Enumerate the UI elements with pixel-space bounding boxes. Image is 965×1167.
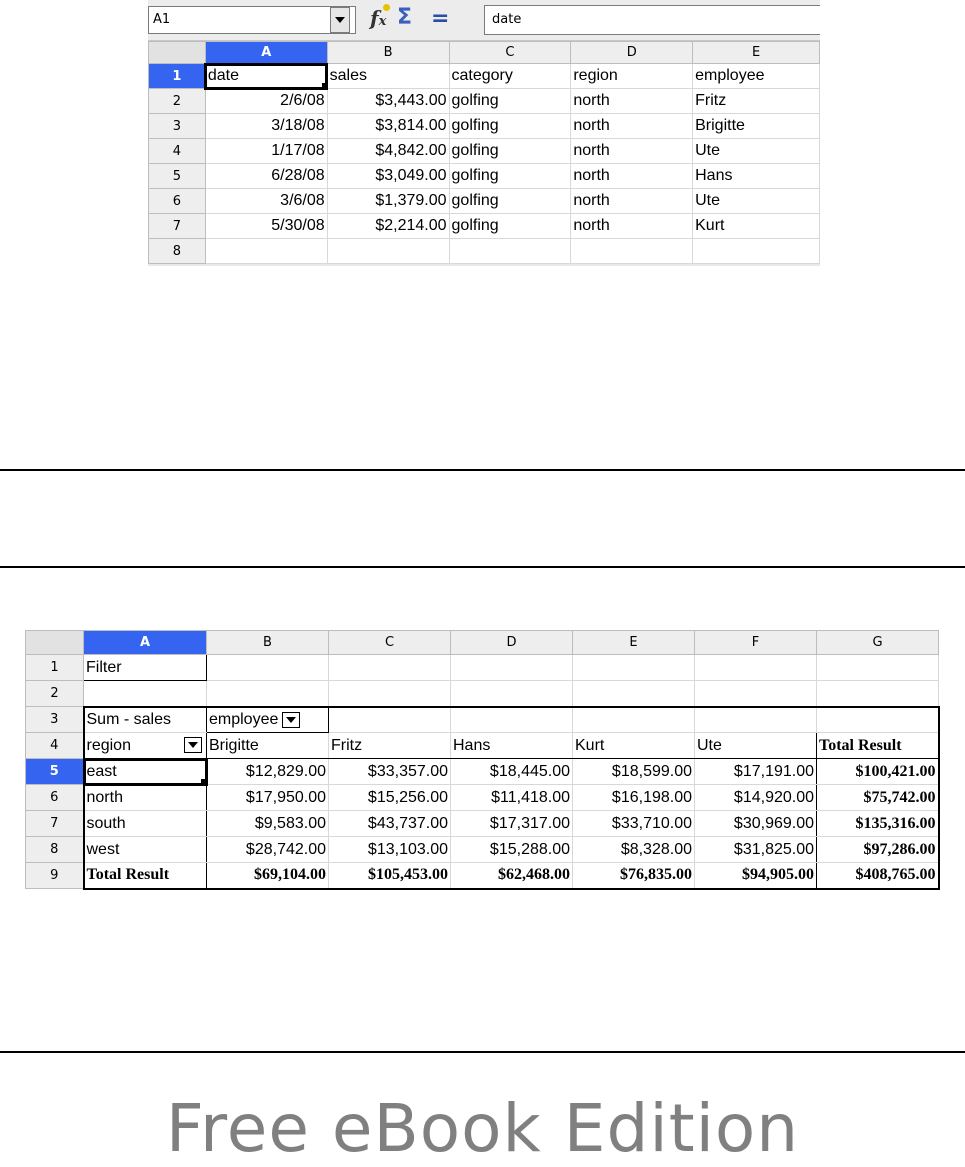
cell[interactable]: $3,049.00 <box>327 164 449 189</box>
cell[interactable]: golfing <box>449 189 571 214</box>
cell[interactable]: golfing <box>449 114 571 139</box>
cell[interactable]: employee <box>693 64 820 89</box>
cell[interactable]: $4,842.00 <box>327 139 449 164</box>
value-cell[interactable]: $17,950.00 <box>207 785 329 811</box>
row-header[interactable]: 9 <box>26 863 84 889</box>
value-cell[interactable]: $17,191.00 <box>695 759 817 785</box>
row-header[interactable]: 3 <box>26 707 84 733</box>
region-cell-active[interactable] <box>84 759 207 785</box>
formula-input[interactable]: date <box>484 5 820 35</box>
value-cell[interactable]: $30,969.00 <box>695 811 817 837</box>
name-box-dropdown-button[interactable] <box>330 7 350 33</box>
cell[interactable]: golfing <box>449 214 571 239</box>
divider-rule <box>0 469 965 471</box>
row-header[interactable]: 3 <box>149 114 206 139</box>
cell[interactable]: category <box>449 64 571 89</box>
cell[interactable] <box>329 681 451 707</box>
cell[interactable]: north <box>571 114 693 139</box>
grand-total-label[interactable]: Total Result <box>84 863 207 889</box>
region-cell[interactable]: south <box>84 811 207 837</box>
fill-handle[interactable] <box>322 83 328 89</box>
column-header-e[interactable]: E <box>573 631 695 655</box>
row-header[interactable]: 6 <box>26 785 84 811</box>
cell[interactable] <box>571 239 693 264</box>
cell[interactable] <box>207 681 329 707</box>
cell[interactable] <box>451 707 573 733</box>
cell[interactable]: north <box>571 139 693 164</box>
value-cell[interactable]: $18,445.00 <box>451 759 573 785</box>
cell[interactable]: golfing <box>449 164 571 189</box>
value-cell[interactable]: $15,288.00 <box>451 837 573 863</box>
column-field-button[interactable] <box>207 707 329 733</box>
chevron-down-icon <box>335 17 345 23</box>
column-field-dropdown[interactable] <box>282 712 300 728</box>
cell[interactable] <box>693 239 820 264</box>
column-header-d[interactable]: D <box>451 631 573 655</box>
row-header[interactable]: 6 <box>149 189 206 214</box>
cell[interactable] <box>573 681 695 707</box>
select-all-corner[interactable] <box>149 42 206 64</box>
cell[interactable] <box>327 239 449 264</box>
region-cell[interactable]: north <box>84 785 207 811</box>
column-total-cell[interactable]: $76,835.00 <box>573 863 695 889</box>
value-cell[interactable]: $33,357.00 <box>329 759 451 785</box>
cell[interactable] <box>817 681 939 707</box>
employee-header[interactable]: Hans <box>451 733 573 759</box>
grand-total-cell[interactable]: $408,765.00 <box>817 863 939 889</box>
value-cell[interactable]: $9,583.00 <box>207 811 329 837</box>
data-field-label[interactable]: Sum - sales <box>84 707 207 733</box>
value-cell[interactable]: $43,737.00 <box>329 811 451 837</box>
cell[interactable]: Ute <box>693 139 820 164</box>
cell[interactable]: 3/6/08 <box>205 189 327 214</box>
cell[interactable]: north <box>571 214 693 239</box>
column-header-b[interactable]: B <box>327 42 449 64</box>
value-cell[interactable]: $13,103.00 <box>329 837 451 863</box>
column-header-a[interactable]: A <box>205 42 327 64</box>
row-header[interactable]: 2 <box>149 89 206 114</box>
cell[interactable]: Kurt <box>693 214 820 239</box>
cell-text: east <box>86 762 117 780</box>
value-cell[interactable]: $17,317.00 <box>451 811 573 837</box>
select-all-corner[interactable] <box>26 631 84 655</box>
cell[interactable]: 2/6/08 <box>205 89 327 114</box>
cell[interactable] <box>205 239 327 264</box>
chevron-down-icon <box>188 742 198 748</box>
row-header[interactable]: 5 <box>26 759 84 785</box>
function-wizard-icon[interactable]: fx <box>370 6 387 30</box>
column-header-g[interactable]: G <box>817 631 939 655</box>
cell[interactable] <box>695 681 817 707</box>
column-total-cell[interactable]: $94,905.00 <box>695 863 817 889</box>
row-header[interactable]: 7 <box>26 811 84 837</box>
cell[interactable] <box>817 707 939 733</box>
function-equals-icon[interactable]: = <box>431 6 450 31</box>
column-header-d[interactable]: D <box>571 42 693 64</box>
row-total-cell[interactable]: $100,421.00 <box>817 759 939 785</box>
name-box[interactable]: A1 <box>148 6 356 34</box>
cell[interactable] <box>817 655 939 681</box>
cell[interactable] <box>573 655 695 681</box>
cell[interactable] <box>84 681 207 707</box>
value-cell[interactable]: $11,418.00 <box>451 785 573 811</box>
fill-handle[interactable] <box>201 779 207 785</box>
cell[interactable]: $3,443.00 <box>327 89 449 114</box>
value-cell[interactable]: $28,742.00 <box>207 837 329 863</box>
cell[interactable]: Ute <box>693 189 820 214</box>
employee-header[interactable]: Brigitte <box>207 733 329 759</box>
value-cell[interactable]: $31,825.00 <box>695 837 817 863</box>
cell[interactable] <box>695 707 817 733</box>
cell[interactable]: 3/18/08 <box>205 114 327 139</box>
row-header[interactable]: 5 <box>149 164 206 189</box>
chevron-down-icon <box>286 717 296 723</box>
cell[interactable]: golfing <box>449 139 571 164</box>
value-cell[interactable]: $8,328.00 <box>573 837 695 863</box>
cell[interactable]: Brigitte <box>693 114 820 139</box>
row-header[interactable]: 8 <box>149 239 206 264</box>
value-cell[interactable]: $14,920.00 <box>695 785 817 811</box>
value-cell[interactable]: $15,256.00 <box>329 785 451 811</box>
cell[interactable]: $1,379.00 <box>327 189 449 214</box>
column-header-c[interactable]: C <box>449 42 571 64</box>
cell[interactable]: $2,214.00 <box>327 214 449 239</box>
cell[interactable]: region <box>571 64 693 89</box>
sum-icon[interactable]: Σ <box>397 5 413 30</box>
column-field-label: employee <box>209 710 279 728</box>
cell[interactable]: 6/28/08 <box>205 164 327 189</box>
cell[interactable] <box>451 655 573 681</box>
row-total-cell[interactable]: $97,286.00 <box>817 837 939 863</box>
formula-bar <box>148 0 820 41</box>
cell[interactable]: 5/30/08 <box>205 214 327 239</box>
row-total-cell[interactable]: $135,316.00 <box>817 811 939 837</box>
row-field-button[interactable] <box>84 733 207 759</box>
pivot-table-grid <box>25 630 940 890</box>
cell[interactable]: north <box>571 189 693 214</box>
cell[interactable] <box>449 239 571 264</box>
cell[interactable]: Hans <box>693 164 820 189</box>
function-wizard-sparkle <box>383 4 390 11</box>
cell[interactable] <box>451 681 573 707</box>
spreadsheet-source-data <box>148 0 820 266</box>
cell[interactable]: north <box>571 89 693 114</box>
cell[interactable] <box>573 707 695 733</box>
column-header-b[interactable]: B <box>207 631 329 655</box>
region-cell[interactable]: west <box>84 837 207 863</box>
row-total-cell[interactable]: $75,742.00 <box>817 785 939 811</box>
row-field-label: region <box>86 736 131 754</box>
cell[interactable] <box>695 655 817 681</box>
filter-button[interactable]: Filter <box>84 655 207 681</box>
cell[interactable]: $3,814.00 <box>327 114 449 139</box>
column-total-cell[interactable]: $69,104.00 <box>207 863 329 889</box>
row-header[interactable]: 4 <box>149 139 206 164</box>
sheet1-grid <box>148 41 820 264</box>
divider-rule <box>0 566 965 568</box>
value-cell[interactable]: $12,829.00 <box>207 759 329 785</box>
active-cell[interactable] <box>205 64 327 89</box>
cell[interactable] <box>329 655 451 681</box>
edition-footer: Free eBook Edition <box>165 1090 800 1167</box>
row-header[interactable]: 7 <box>149 214 206 239</box>
row-field-dropdown[interactable] <box>184 737 202 753</box>
row-header[interactable]: 2 <box>26 681 84 707</box>
column-header-a[interactable]: A <box>84 631 207 655</box>
employee-header[interactable]: Ute <box>695 733 817 759</box>
row-header[interactable]: 4 <box>26 733 84 759</box>
column-header-f[interactable]: F <box>695 631 817 655</box>
value-cell[interactable]: $33,710.00 <box>573 811 695 837</box>
column-total-cell[interactable]: $62,468.00 <box>451 863 573 889</box>
divider-rule <box>0 1051 965 1053</box>
cell-text: date <box>207 67 239 84</box>
cell[interactable]: Fritz <box>693 89 820 114</box>
column-total-cell[interactable]: $105,453.00 <box>329 863 451 889</box>
total-column-header[interactable]: Total Result <box>817 733 939 759</box>
value-cell[interactable]: $16,198.00 <box>573 785 695 811</box>
row-header[interactable]: 8 <box>26 837 84 863</box>
cell[interactable] <box>329 707 451 733</box>
employee-header[interactable]: Fritz <box>329 733 451 759</box>
column-header-c[interactable]: C <box>329 631 451 655</box>
cell[interactable]: sales <box>327 64 449 89</box>
cell[interactable]: 1/17/08 <box>205 139 327 164</box>
column-header-e[interactable]: E <box>693 42 820 64</box>
row-header[interactable]: 1 <box>149 64 206 89</box>
row-header[interactable]: 1 <box>26 655 84 681</box>
cell[interactable]: golfing <box>449 89 571 114</box>
value-cell[interactable]: $18,599.00 <box>573 759 695 785</box>
employee-header[interactable]: Kurt <box>573 733 695 759</box>
cell[interactable]: north <box>571 164 693 189</box>
cell[interactable] <box>207 655 329 681</box>
